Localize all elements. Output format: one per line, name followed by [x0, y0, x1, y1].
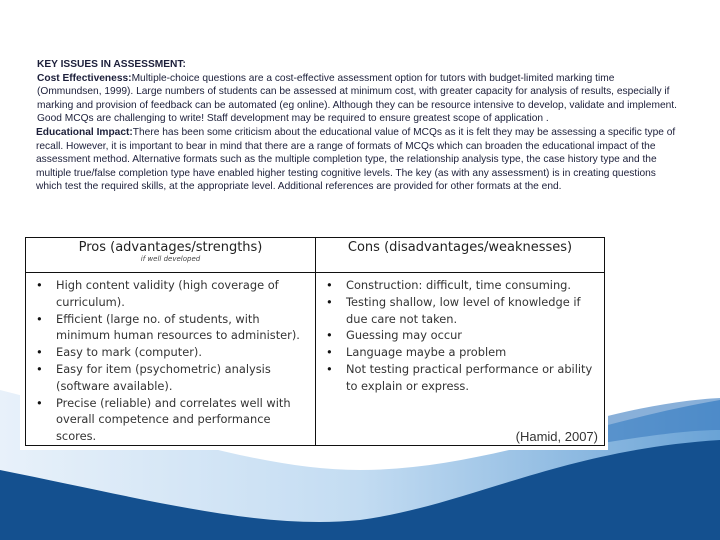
pros-header: Pros (advantages/strengths) if well developed	[26, 238, 316, 273]
pros-list	[30, 277, 311, 445]
educational-text: There has been some criticism about the educational value of MCQs as it is felt they may be assessing a specific type of recall. However, it is important to bear in mind that there are a range of formats of MCQs which can broaden the educational impact of the assessment method. Alternative formats such as the multiple completion type, the relationship analysis type, the case history type and the multiple true/false completion type have enabled higher testing cognitive levels. The key (as with any assessment) is in creating questions which test the required skills, at the appropriate level. Additional references are provided for other formats at the end.	[36, 126, 676, 193]
pro-item: • Efficient (large no. of students, with minimum human resources to administer).	[56, 311, 311, 345]
cost-effectiveness-paragraph	[37, 72, 677, 126]
cons-list	[320, 277, 600, 395]
educational-label: Educational Impact:	[36, 126, 133, 138]
section-heading: KEY ISSUES IN ASSESSMENT:	[37, 59, 186, 70]
cost-label: Cost Effectiveness:	[37, 72, 132, 84]
pro-item: • Easy for item (psychometric) analysis (software available).	[56, 361, 311, 395]
pro-item: • Easy to mark (computer).	[56, 344, 311, 361]
pros-cons-figure	[20, 231, 608, 450]
con-item: • Testing shallow, low level of knowledge if due care not taken.	[346, 294, 600, 328]
pros-cons-table	[25, 237, 605, 446]
con-item: • Not testing practical performance or ability to explain or express.	[346, 361, 600, 395]
pro-item: • High content validity (high coverage of curriculum).	[56, 277, 311, 311]
pro-item: • Precise (reliable) and correlates well with overall competence and performance scores.	[56, 395, 311, 445]
key-issues-text	[37, 58, 677, 194]
con-item: • Language maybe a problem	[346, 344, 600, 361]
citation: (Hamid, 2007)	[515, 429, 598, 444]
con-item: • Construction: difficult, time consuming.	[346, 277, 600, 294]
cons-cell	[316, 273, 605, 446]
educational-impact-paragraph	[36, 126, 677, 194]
cost-text: Multiple-choice questions are a cost-effective assessment option for tutors with budget-limited marking time (Ommundsen, 1999). Large numbers of students can be assessed at minimum cost, with greater capacity for analysis of results, especially if marking and provision of feedback can be automated (eg online). Although they can be resource intensive to develop, validate and implement. Good MCQs are challenging to write! Staff development may be required to ensure greatest scope of application .	[37, 72, 677, 125]
pros-subheader: if well developed	[140, 255, 201, 263]
con-item: • Guessing may occur	[346, 327, 600, 344]
cons-header: Cons (disadvantages/weaknesses)	[316, 238, 605, 273]
pros-cell	[26, 273, 316, 446]
